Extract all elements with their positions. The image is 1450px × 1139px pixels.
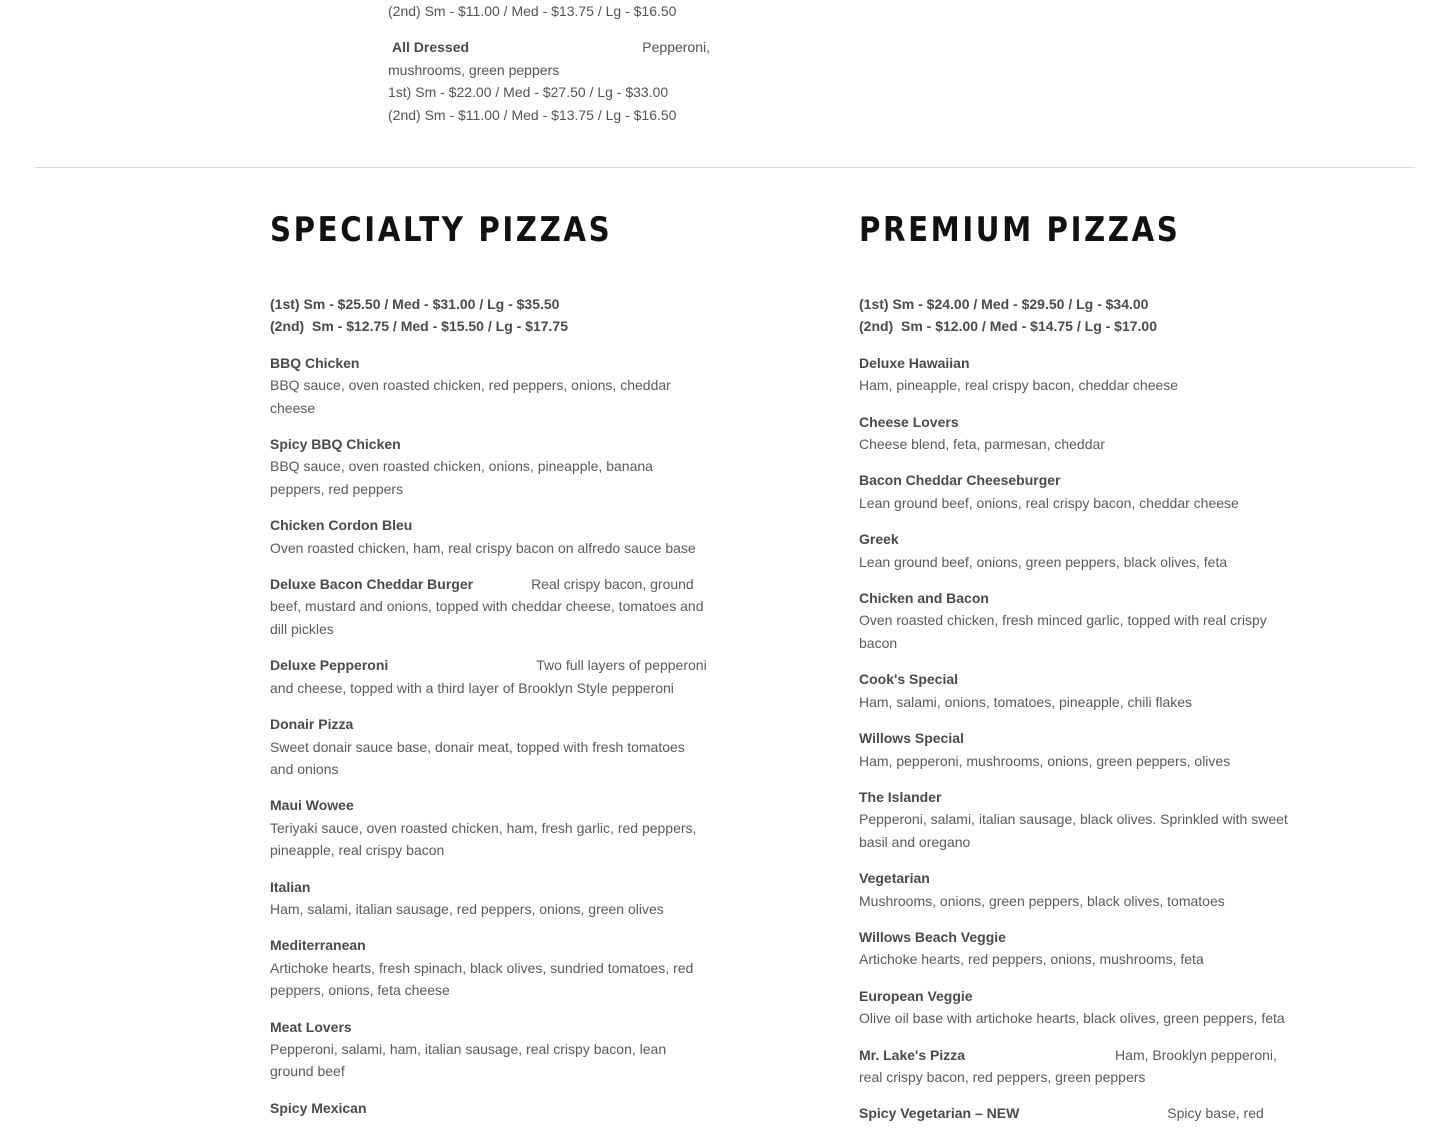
- pizza-item: [270, 1097, 710, 1119]
- pizza-description: Ham, salami, italian sausage, red peppers, onions, green olives: [270, 900, 664, 917]
- pizza-name: Bacon Cheddar Cheeseburger: [859, 472, 1061, 489]
- pizza-name: BBQ Chicken: [270, 354, 360, 371]
- pizza-name: Meat Lovers: [270, 1018, 352, 1035]
- pizza-item: [270, 573, 710, 640]
- pizza-name: Mediterranean: [270, 937, 366, 954]
- pizza-description: Oven roasted chicken, fresh minced garlic, topped with real crispy bacon: [859, 612, 1267, 651]
- pizza-description: Spicy base, red: [1167, 1105, 1264, 1122]
- pizza-name: Spicy Vegetarian – NEW: [859, 1105, 1020, 1122]
- pizza-item: [859, 352, 1289, 397]
- pizza-item: [859, 668, 1289, 713]
- pizza-description: Pepperoni, salami, italian sausage, black olives. Sprinkled with sweet basil and oregano: [859, 811, 1288, 850]
- price-block: [270, 293, 710, 338]
- pizza-list: [859, 352, 1289, 1125]
- pizza-item: [270, 934, 710, 1001]
- pizza-description: Real crispy bacon, ground beef, mustard and onions, topped with cheddar cheese, tomatoes and dill pickles: [270, 576, 704, 637]
- pizza-item: [270, 433, 710, 500]
- price-line-1st: (1st) Sm - $24.00 / Med - $29.50 / Lg - $34.00: [859, 296, 1149, 312]
- pizza-item: [859, 867, 1289, 912]
- pizza-item: [859, 926, 1289, 971]
- pizza-description: Olive oil base with artichoke hearts, black olives, green peppers, feta: [859, 1010, 1285, 1027]
- pizza-item: [270, 352, 710, 419]
- pizza-item: [270, 713, 710, 780]
- pizza-item: [270, 514, 710, 559]
- pizza-name: Vegetarian: [859, 870, 930, 887]
- specialty-pizzas-section: [270, 205, 710, 1133]
- pizza-description: Mushrooms, onions, green peppers, black olives, tomatoes: [859, 892, 1225, 909]
- pizza-item: [859, 528, 1289, 573]
- pizza-item: [859, 469, 1289, 514]
- price-line-2nd: (2nd) Sm - $11.00 / Med - $13.75 / Lg - $16.50: [388, 106, 677, 123]
- pizza-description: Pepperoni, salami, ham, italian sausage, real crispy bacon, lean ground beef: [270, 1040, 667, 1080]
- classic-pizzas-tail: [388, 0, 710, 126]
- pizza-list: [270, 352, 710, 1119]
- pizza-name: Deluxe Hawaiian: [859, 354, 970, 371]
- price-line-2nd: (2nd) Sm - $12.00 / Med - $14.75 / Lg - $17.00: [859, 318, 1158, 335]
- pizza-name: Willows Beach Veggie: [859, 928, 1006, 945]
- pizza-item: [859, 727, 1289, 772]
- pizza-name: Willows Special: [859, 730, 964, 747]
- pizza-name: Deluxe Bacon Cheddar Burger: [270, 576, 474, 593]
- pizza-item: [859, 1044, 1289, 1089]
- pizza-name: European Veggie: [859, 987, 973, 1004]
- pizza-description: Oven roasted chicken, ham, real crispy bacon on alfredo sauce base: [270, 539, 696, 556]
- pizza-name: Italian: [270, 878, 311, 895]
- pizza-description: Ham, pepperoni, mushrooms, onions, green peppers, olives: [859, 752, 1231, 769]
- all-dressed-first-line: [388, 36, 710, 58]
- pizza-item: [859, 1102, 1289, 1124]
- pizza-description: Artichoke hearts, red peppers, onions, mushrooms, feta: [859, 951, 1204, 968]
- price-line-1st: 1st) Sm - $22.00 / Med - $27.50 / Lg - $33.00: [388, 84, 669, 101]
- pizza-name: Deluxe Pepperoni: [270, 657, 389, 674]
- pizza-description: Lean ground beef, onions, green peppers, black olives, feta: [859, 553, 1228, 570]
- pizza-name: Cheese Lovers: [859, 413, 959, 430]
- pizza-name: All Dressed: [392, 39, 470, 56]
- pizza-description: Cheese blend, feta, parmesan, cheddar: [859, 436, 1105, 453]
- price-line-1st: (1st) Sm - $25.50 / Med - $31.00 / Lg - $35.50: [270, 296, 560, 312]
- price-block: [859, 293, 1289, 338]
- pizza-description: Ham, salami, onions, tomatoes, pineapple, chili flakes: [859, 693, 1193, 710]
- pizza-description: BBQ sauce, oven roasted chicken, red peppers, onions, cheddar cheese: [270, 377, 671, 416]
- pizza-description: Lean ground beef, onions, real crispy bacon, cheddar cheese: [859, 494, 1239, 511]
- pizza-name: Cook's Special: [859, 671, 959, 688]
- pizza-item: [859, 985, 1289, 1030]
- pizza-name: Greek: [859, 531, 899, 548]
- pizza-name: The Islander: [859, 788, 942, 805]
- pizza-name: Spicy Mexican: [270, 1099, 367, 1116]
- pizza-name: Spicy BBQ Chicken: [270, 436, 401, 453]
- pizza-name: Mr. Lake's Pizza: [859, 1046, 966, 1063]
- pizza-item: [859, 411, 1289, 456]
- pizza-description: Sweet donair sauce base, donair meat, topped with fresh tomatoes and onions: [270, 738, 685, 777]
- pizza-name: Donair Pizza: [270, 716, 354, 733]
- pizza-description: BBQ sauce, oven roasted chicken, onions, pineapple, banana peppers, red peppers: [270, 458, 653, 497]
- section-title: PREMIUM PIZZAS: [859, 210, 1181, 250]
- pizza-description: Teriyaki sauce, oven roasted chicken, ham, fresh garlic, red peppers, pineapple, real crispy bacon: [270, 819, 697, 859]
- pizza-name: Chicken Cordon Bleu: [270, 517, 413, 534]
- pizza-desc-rest: mushrooms, green peppers: [388, 61, 560, 78]
- pizza-item: [270, 876, 710, 921]
- premium-pizzas-section: [859, 205, 1289, 1139]
- price-line-2nd: (2nd) Sm - $12.75 / Med - $15.50 / Lg - $17.75: [270, 318, 569, 335]
- pizza-item: [859, 786, 1289, 853]
- pizza-item-all-dressed: [388, 36, 710, 126]
- pizza-description: Two full layers of pepperoni and cheese, topped with a third layer of Brooklyn Style pepperoni: [270, 657, 707, 696]
- pizza-desc-start: Pepperoni,: [642, 39, 710, 56]
- pizza-description: Ham, pineapple, real crispy bacon, cheddar cheese: [859, 377, 1179, 394]
- pizza-item: [270, 654, 710, 699]
- pizza-item: [270, 1016, 710, 1083]
- section-title: SPECIALTY PIZZAS: [270, 210, 613, 250]
- price-line-2nd: (2nd) Sm - $11.00 / Med - $13.75 / Lg - $16.50: [388, 3, 677, 19]
- pizza-item: [859, 587, 1289, 654]
- section-divider: [35, 167, 1415, 168]
- pizza-item: [270, 794, 710, 861]
- pizza-name: Maui Wowee: [270, 797, 354, 814]
- pizza-name: Chicken and Bacon: [859, 590, 989, 607]
- pizza-description: Artichoke hearts, fresh spinach, black olives, sundried tomatoes, red peppers, onions, feta cheese: [270, 959, 694, 999]
- pizza-description: Ham, Brooklyn pepperoni, real crispy bacon, red peppers, green peppers: [859, 1046, 1277, 1085]
